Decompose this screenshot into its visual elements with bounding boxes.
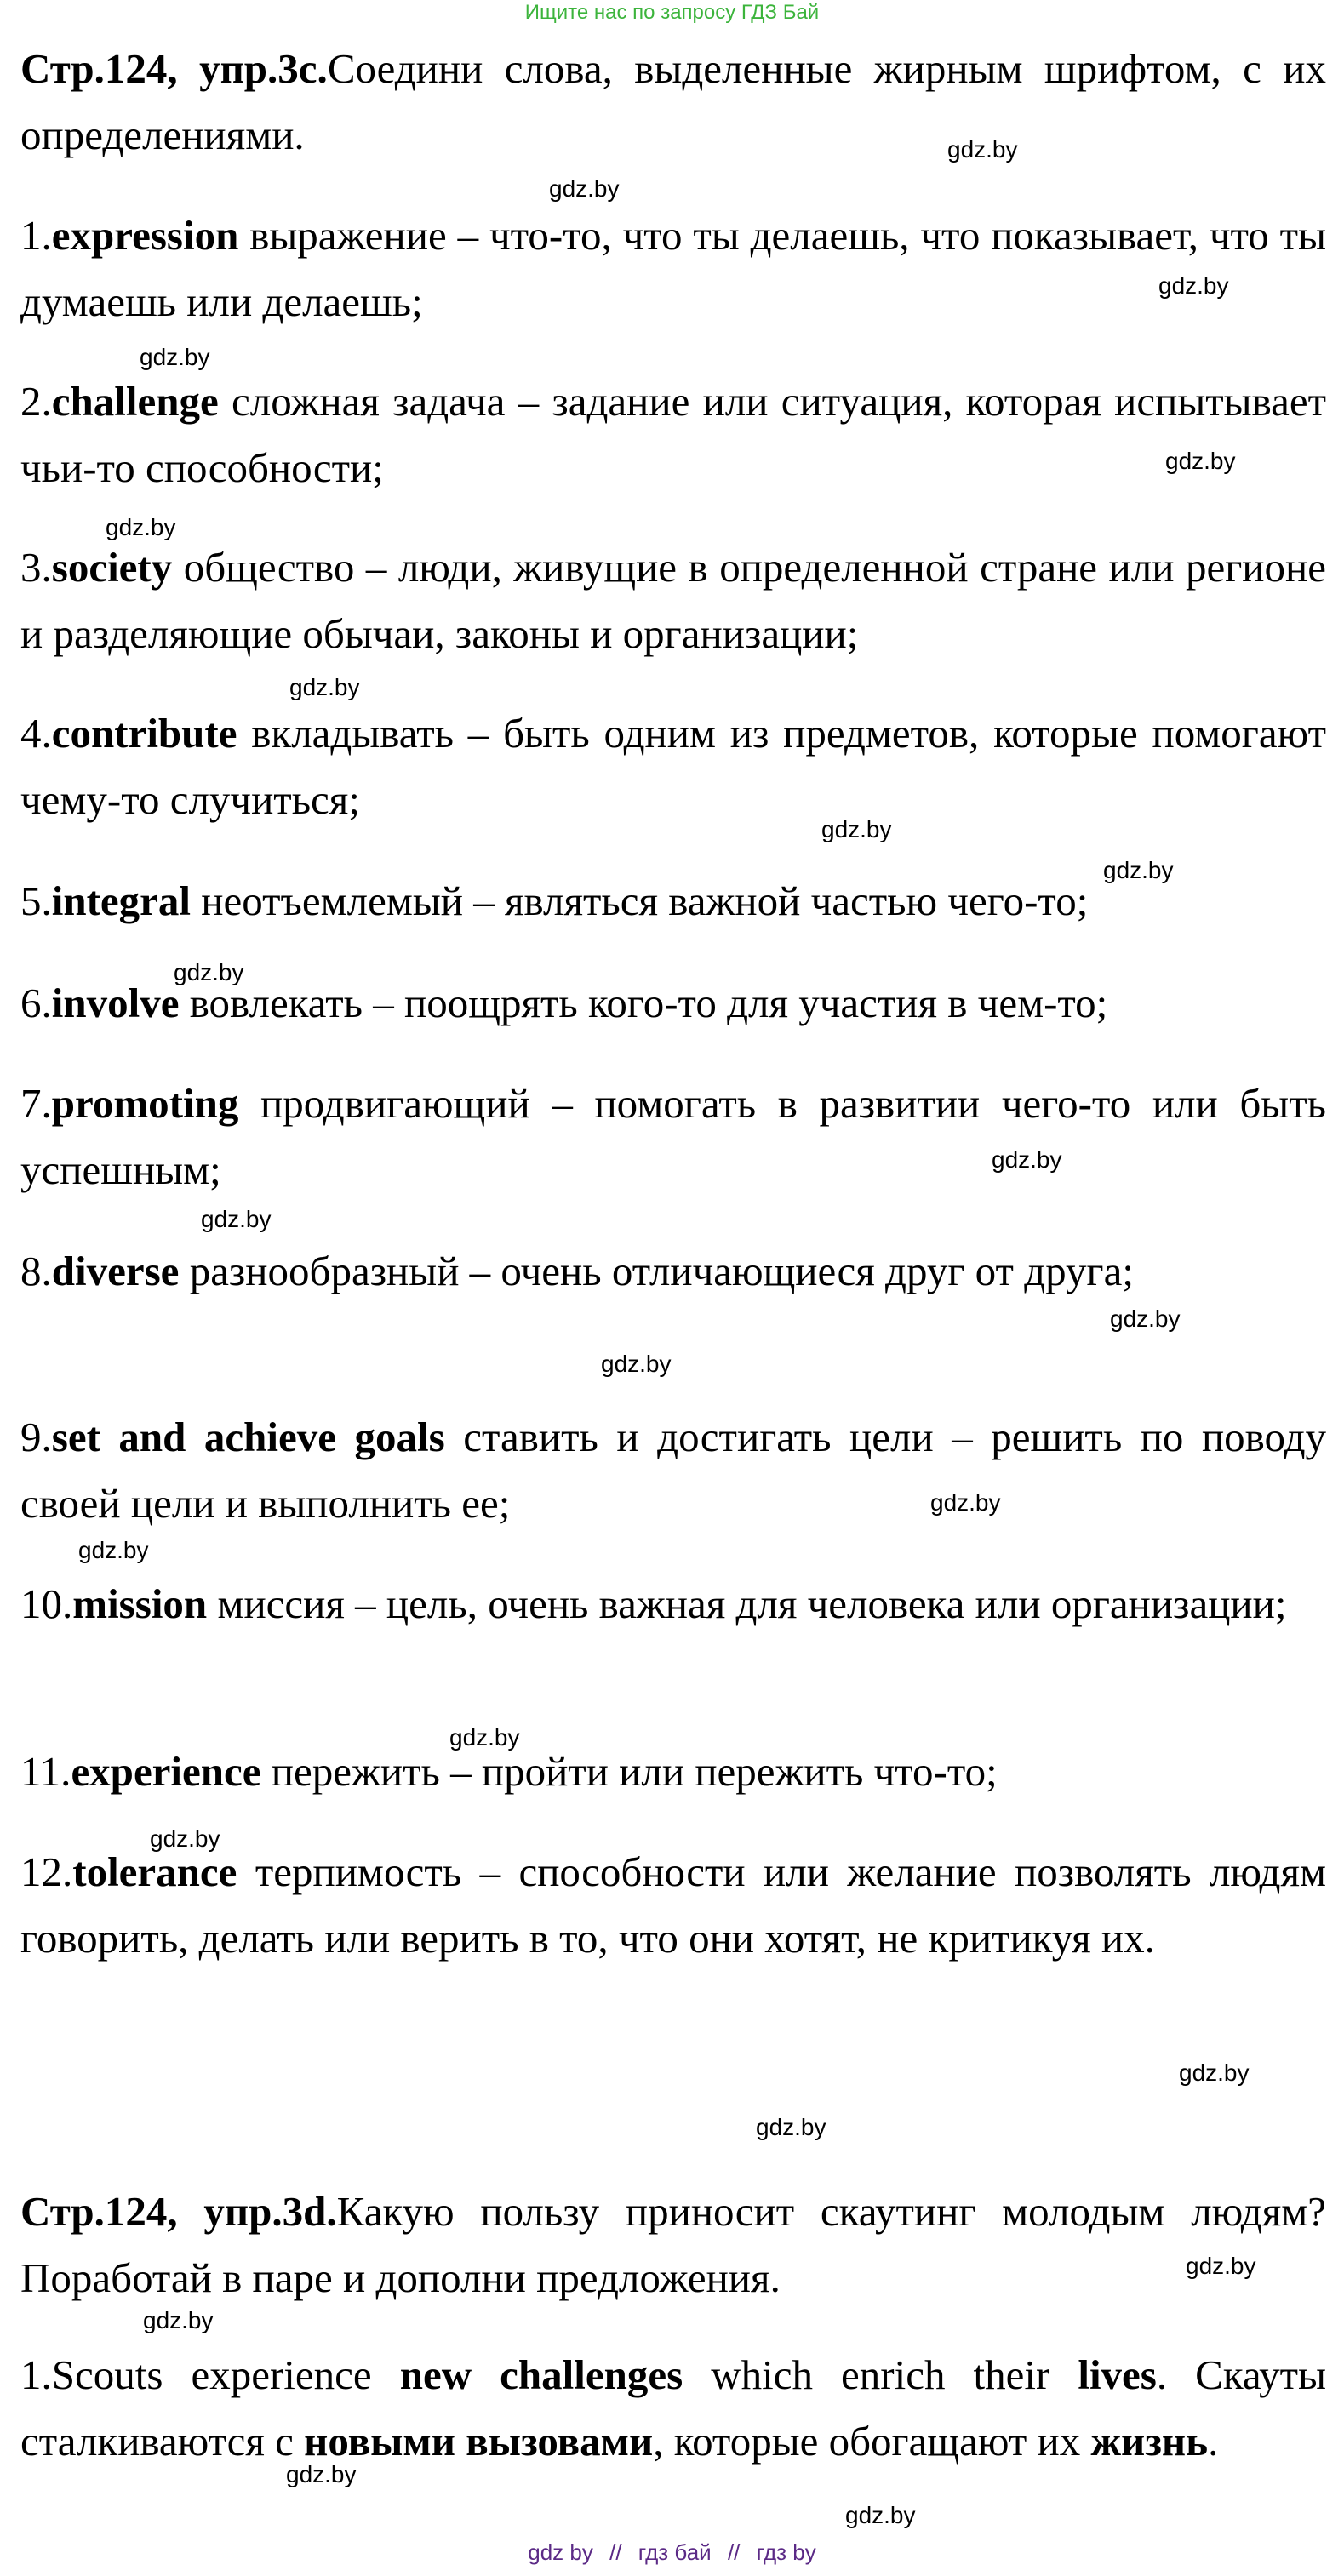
watermark: gdz.by	[106, 514, 176, 540]
answer-text: .	[1208, 2418, 1219, 2465]
item-word: expression	[51, 212, 239, 259]
item-definition: сложная задача – задание или ситуация, которая испытывает чьи-то способности;	[20, 378, 1326, 491]
list-item	[20, 1739, 1326, 1805]
item-definition: ставить и достигать цели – решить по поводу своей цели и выполнить ее;	[20, 1414, 1326, 1527]
item-word: integral	[51, 877, 192, 924]
watermark: gdz.by	[992, 1146, 1062, 1173]
item-definition: вовлекать – поощрять кого-то для участия в чем-то;	[179, 980, 1108, 1026]
watermark: gdz.by	[1103, 857, 1174, 883]
watermark: gdz.by	[449, 1724, 520, 1751]
watermark: gdz.by	[1179, 2059, 1250, 2086]
item-word: mission	[72, 1580, 208, 1627]
list-item	[20, 1839, 1326, 1972]
answer-text: 1.Scouts experience	[20, 2351, 400, 2398]
item-word: experience	[71, 1748, 261, 1795]
watermark: gdz.by	[821, 816, 892, 842]
item-number: 5.	[20, 877, 52, 924]
answer-text: , которые обогащают их	[653, 2418, 1091, 2465]
bottom-links-bar	[0, 2538, 1344, 2567]
list-item	[20, 1071, 1326, 1203]
answer-bold: lives	[1078, 2351, 1157, 2398]
item-definition: неотъемлемый – являться важной частью чего-то;	[191, 877, 1089, 924]
section-3c-heading	[20, 36, 1326, 168]
item-number: 1.	[20, 212, 52, 259]
watermark: gdz.by	[143, 2307, 214, 2333]
answer-text: which enrich their	[683, 2351, 1078, 2398]
bottom-link-gdz-by[interactable]: gdz by	[528, 2539, 593, 2565]
watermark: gdz.by	[1158, 272, 1229, 299]
item-word: contribute	[51, 710, 237, 757]
answer-bold: жизнь	[1090, 2418, 1209, 2465]
watermark: gdz.by	[78, 1537, 149, 1563]
watermark: gdz.by	[1110, 1305, 1181, 1332]
item-word: involve	[51, 980, 180, 1026]
answer-bold: new challenges	[399, 2351, 683, 2398]
watermark: gdz.by	[930, 1489, 1001, 1516]
item-number: 3.	[20, 544, 52, 591]
item-definition: миссия – цель, очень важная для человека или организации;	[207, 1580, 1287, 1627]
section-3d-instruction: Какую пользу приносит скаутинг молодым людям? Поработай в паре и дополни предложения.	[20, 2188, 1326, 2301]
watermark: gdz.by	[947, 136, 1018, 163]
watermark: gdz.by	[140, 344, 210, 370]
section-3d-title: Стр.124, упр.3d.	[20, 2188, 337, 2235]
list-item	[20, 1404, 1326, 1537]
item-number: 8.	[20, 1248, 52, 1294]
watermark: gdz.by	[289, 674, 360, 700]
list-item	[20, 1238, 1326, 1305]
bottom-link-gdz-bai[interactable]: гдз бай	[638, 2539, 712, 2565]
top-banner-link[interactable]: Ищите нас по запросу ГДЗ Бай	[524, 1, 820, 24]
item-number: 7.	[20, 1080, 52, 1127]
item-number: 4.	[20, 710, 52, 757]
item-number: 11.	[20, 1748, 71, 1795]
watermark: gdz.by	[601, 1351, 672, 1377]
item-definition: вкладывать – быть одним из предметов, которые помогают чему-то случиться;	[20, 710, 1326, 823]
watermark: gdz.by	[1186, 2253, 1256, 2279]
answer-item	[20, 2342, 1326, 2475]
list-item	[20, 1571, 1326, 1637]
item-word: challenge	[51, 378, 219, 425]
item-definition: разнообразный – очень отличающиеся друг от друга;	[179, 1248, 1134, 1294]
list-item	[20, 534, 1326, 667]
item-word: set and achieve goals	[51, 1414, 445, 1460]
section-3d-heading	[20, 2179, 1326, 2311]
list-item	[20, 700, 1326, 833]
watermark: gdz.by	[549, 175, 620, 202]
item-definition: общество – люди, живущие в определенной стране или регионе и разделяющие обычаи, законы и организации;	[20, 544, 1326, 657]
watermark: gdz.by	[150, 1825, 220, 1852]
item-word: tolerance	[72, 1848, 237, 1895]
item-definition: пережить – пройти или пережить что-то;	[260, 1748, 998, 1795]
section-3c-instruction: Соедини слова, выделенные жирным шрифтом, с их определениями.	[20, 45, 1326, 158]
list-item	[20, 368, 1326, 501]
item-word: diverse	[51, 1248, 180, 1294]
item-definition: продвигающий – помогать в развитии чего-то или быть успешным;	[20, 1080, 1326, 1193]
item-number: 6.	[20, 980, 52, 1026]
answer-bold: новыми вызовами	[304, 2418, 654, 2465]
item-definition: терпимость – способности или желание позволять людям говорить, делать или верить в то, что они хотят, не критикуя их.	[20, 1848, 1326, 1962]
link-separator: //	[727, 2539, 741, 2565]
item-definition: выражение – что-то, что ты делаешь, что показывает, что ты думаешь или делаешь;	[20, 212, 1326, 325]
section-3c-title: Стр.124, упр.3c.	[20, 45, 328, 92]
item-number: 10.	[20, 1580, 73, 1627]
watermark: gdz.by	[1165, 448, 1236, 474]
link-separator: //	[609, 2539, 622, 2565]
watermark: gdz.by	[174, 959, 244, 985]
watermark: gdz.by	[756, 2114, 826, 2140]
watermark: gdz.by	[845, 2502, 916, 2528]
item-number: 12.	[20, 1848, 73, 1895]
item-number: 2.	[20, 378, 52, 425]
item-number: 9.	[20, 1414, 52, 1460]
item-word: society	[51, 544, 173, 591]
watermark: gdz.by	[286, 2461, 357, 2487]
list-item	[20, 203, 1326, 335]
bottom-link-gdz-by-ru[interactable]: гдз by	[756, 2539, 816, 2565]
answer-text: . Скауты сталкиваются с	[20, 2351, 1327, 2465]
item-word: promoting	[51, 1080, 239, 1127]
watermark: gdz.by	[201, 1206, 272, 1232]
